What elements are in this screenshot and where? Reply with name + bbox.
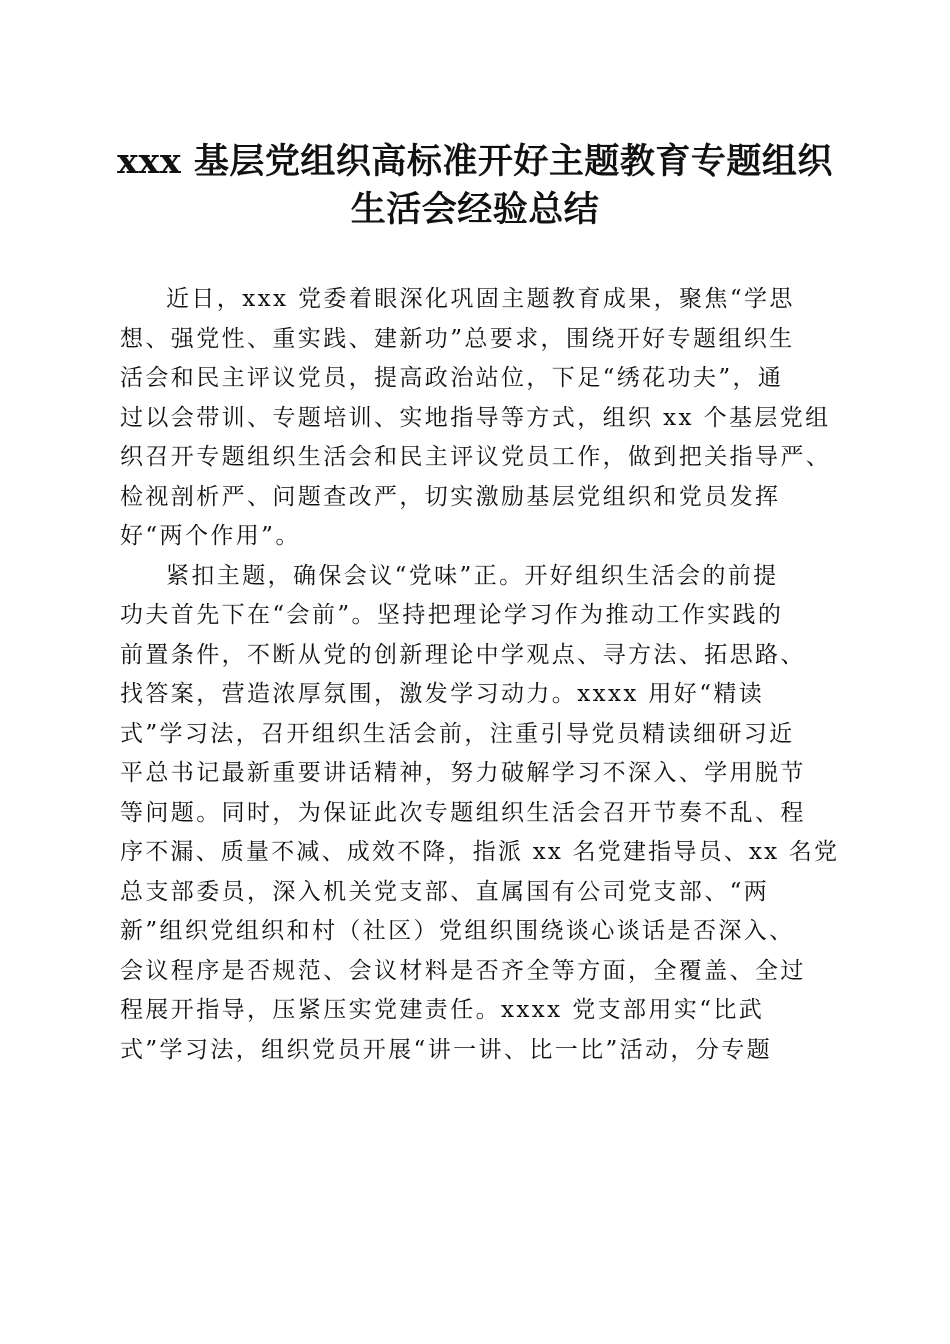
paragraph-1-line: 好“两个作用”。 bbox=[120, 523, 301, 549]
title-line-2: 生活会经验总结 bbox=[350, 189, 600, 230]
paragraph-2-line: 总支部委员，深入机关党支部、直属国有公司党支部、“两 bbox=[120, 878, 770, 905]
paragraph-2-line: 前置条件，不断从党的创新理论中学观点、寻方法、拓思路、 bbox=[120, 641, 806, 668]
paragraph-1-line: 织召开专题组织生活会和民主评议党员工作，做到把关指导严、 bbox=[120, 444, 832, 470]
paragraph-1-line: 检视剖析严、问题查改严，切实激励基层党组织和党员发挥 bbox=[120, 483, 781, 510]
title-line-1: xxx 基层党组织高标准开好主题教育专题组织 bbox=[117, 141, 833, 182]
paragraph-2-line: 紧扣主题，确保会议“党味”正。开好组织生活会的前提 bbox=[166, 562, 779, 589]
document-body bbox=[120, 280, 840, 1070]
paragraph-2-line: 序不漏、质量不减、成效不降，指派 xx 名党建指导员、xx 名党 bbox=[120, 839, 840, 865]
paragraph-2-line: 功夫首先下在“会前”。坚持把理论学习作为推动工作实践的 bbox=[120, 602, 784, 628]
paragraph-1-line: 想、强党性、重实践、建新功”总要求，围绕开好专题组织生 bbox=[120, 325, 795, 352]
paragraph-2-line: 式”学习法，组织党员开展“讲一讲、比一比”活动，分专题 bbox=[120, 1036, 773, 1063]
paragraph-2-line: 新”组织党组织和村（社区）党组织围绕谈心谈话是否深入、 bbox=[120, 918, 795, 944]
paragraph-2-line: 等问题。同时，为保证此次专题组织生活会召开节奏不乱、程 bbox=[120, 799, 806, 826]
paragraph-2-line: 找答案，营造浓厚氛围，激发学习动力。xxxx 用好“精读 bbox=[120, 681, 765, 707]
paragraph-2-line: 程展开指导，压紧压实党建责任。xxxx 党支部用实“比武 bbox=[120, 997, 765, 1023]
paragraph-2-line: 会议程序是否规范、会议材料是否齐全等方面，全覆盖、全过 bbox=[120, 957, 806, 984]
document-title bbox=[110, 138, 840, 234]
paragraph-1-line: 活会和民主评议党员，提高政治站位，下足“绣花功夫”，通 bbox=[120, 365, 784, 391]
paragraph-2-line: 平总书记最新重要讲话精神，努力破解学习不深入、学用脱节 bbox=[120, 760, 806, 786]
paragraph-1-line: 过以会带训、专题培训、实地指导等方式，组织 xx 个基层党组 bbox=[120, 404, 831, 431]
paragraph-2-line: 式”学习法，召开组织生活会前，注重引导党员精读细研习近 bbox=[120, 720, 795, 747]
paragraph-1-line: 近日，xxx 党委着眼深化巩固主题教育成果，聚焦“学思 bbox=[166, 286, 795, 312]
